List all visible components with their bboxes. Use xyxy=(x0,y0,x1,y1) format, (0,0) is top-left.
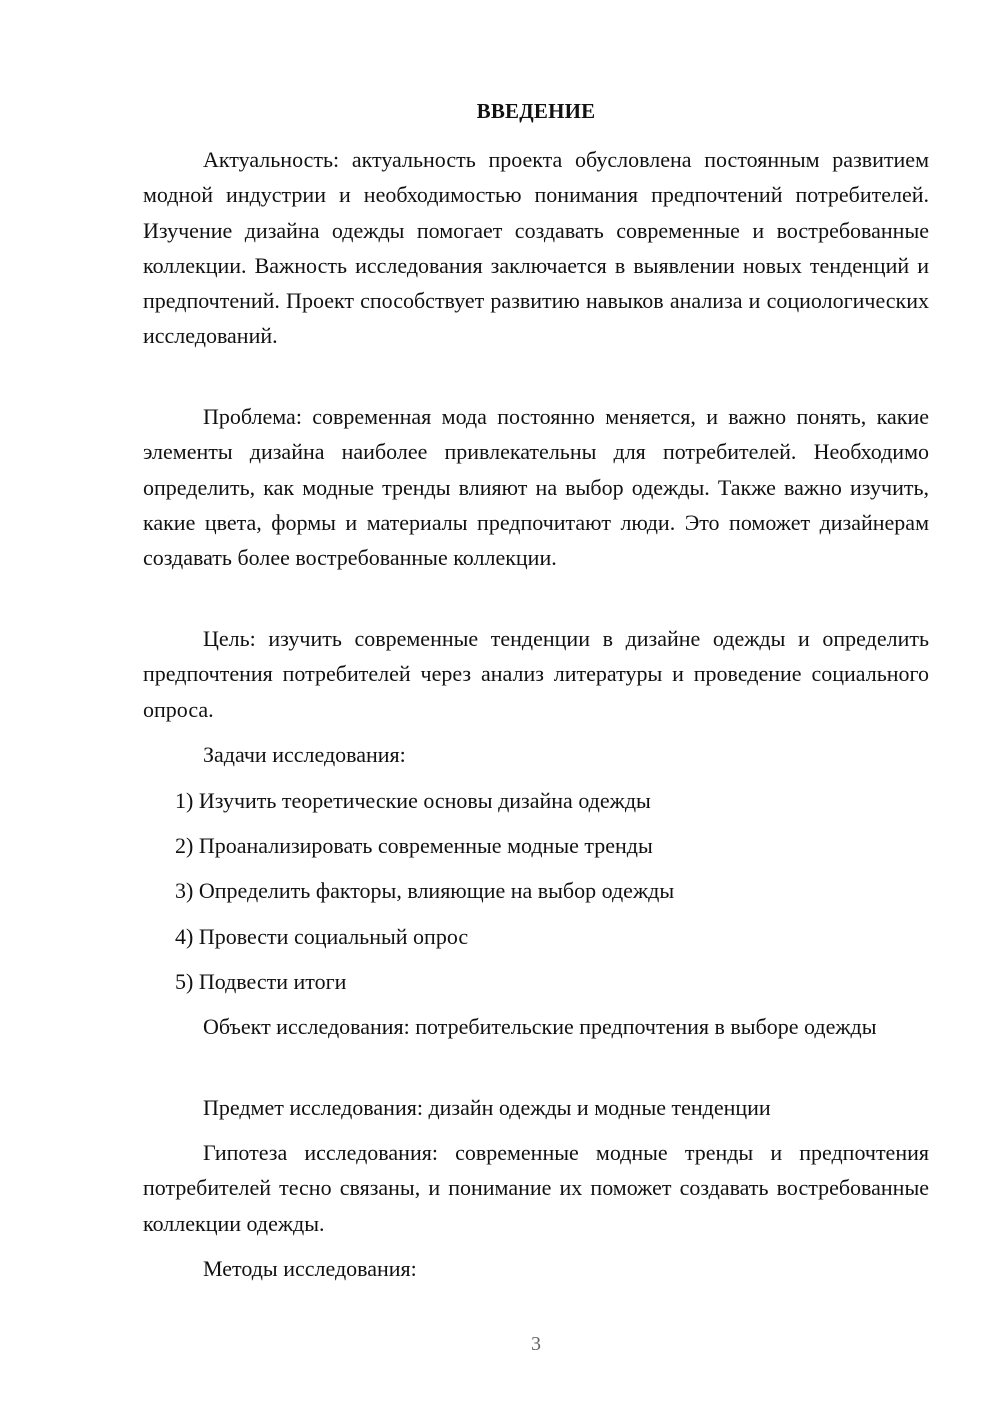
relevance-paragraph: Актуальность: актуальность проекта обусловлена постоянным развитием модной индустрии и необходимостью понимания предпочтений потребителей. Изучение дизайна одежды помогает создавать современные и востребованные коллекции. Важность исследования заключается в выявлении новых тенденций и предпочтений. Проект способствует развитию навыков анализа и социологических исследований. xyxy=(143,147,929,349)
problem-paragraph: Проблема: современная мода постоянно меняется, и важно понять, какие элементы дизайна наиболее привлекательны для потребителей. Необходимо определить, как модные тренды влияют на выбор одежды. Также важно изучить, какие цвета, формы и материалы предпочитают люди. Это поможет дизайнерам создавать более востребованные коллекции. xyxy=(143,404,929,571)
page-number: 3 xyxy=(531,1333,541,1355)
goal-paragraph: Цель: изучить современные тенденции в дизайне одежды и определить предпочтения потребителей через анализ литературы и проведение социального опроса. xyxy=(143,626,929,722)
methods-heading: Методы исследования: xyxy=(203,1256,417,1281)
task-item-3: 3) Определить факторы, влияющие на выбор одежды xyxy=(175,878,675,903)
page-title: ВВЕДЕНИЕ xyxy=(476,99,596,123)
hypothesis-paragraph: Гипотеза исследования: современные модные тренды и предпочтения потребителей тесно связаны, и понимание их поможет создавать востребованные коллекции одежды. xyxy=(143,1140,929,1236)
task-item-5: 5) Подвести итоги xyxy=(175,969,347,994)
subject-paragraph: Предмет исследования: дизайн одежды и модные тенденции xyxy=(203,1095,771,1120)
task-item-4: 4) Провести социальный опрос xyxy=(175,924,469,949)
task-item-2: 2) Проанализировать современные модные тренды xyxy=(175,833,653,858)
tasks-heading: Задачи исследования: xyxy=(203,742,406,767)
object-paragraph: Объект исследования: потребительские предпочтения в выборе одежды xyxy=(203,1014,877,1039)
task-item-1: 1) Изучить теоретические основы дизайна одежды xyxy=(175,788,651,813)
